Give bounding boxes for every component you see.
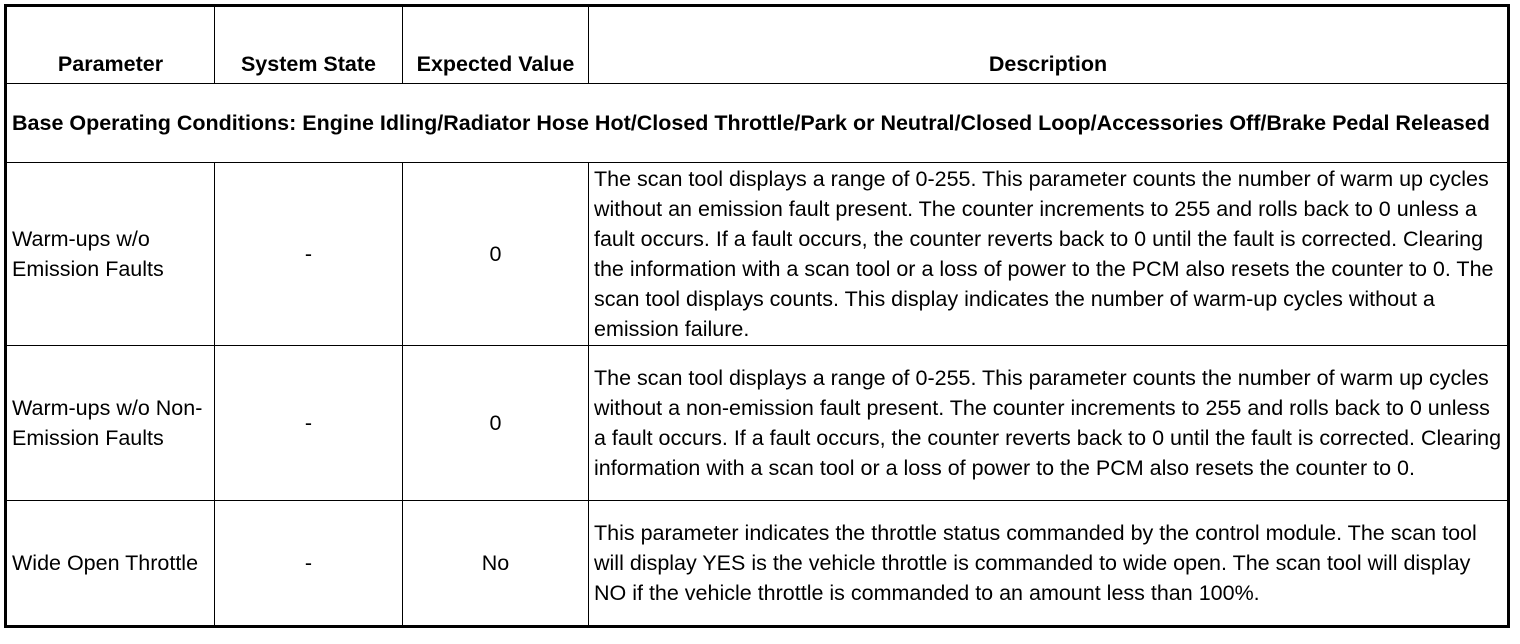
header-parameter: Parameter — [7, 7, 215, 84]
header-system-state: System State — [215, 7, 403, 84]
row-parameter: Warm-ups w/o Non-Emission Faults — [7, 346, 215, 501]
row-description: The scan tool displays a range of 0-255. This parameter counts the number of warm up cycles without an emission fault present. The counter increments to 255 and rolls back to 0 unless a fault occurs. If a fault occurs, the counter reverts back to 0 until the fault is corrected. Clearing the information with a scan tool or a loss of power to the PCM also resets the counter to 0. The scan tool displays counts. This display indicates the number of warm-up cycles without a emission failure. — [589, 163, 1508, 346]
row-description: This parameter indicates the throttle status commanded by the control module. The scan tool will display YES is the vehicle throttle is commanded to wide open. The scan tool will display NO if the vehicle throttle is commanded to an amount less than 100%. — [589, 501, 1508, 626]
row-system-state: - — [215, 501, 403, 626]
base-conditions-row — [7, 84, 1508, 163]
header-expected-value: Expected Value — [403, 7, 589, 84]
row-expected-value: 0 — [403, 346, 589, 501]
table-row — [7, 501, 1508, 626]
row-description: The scan tool displays a range of 0-255. This parameter counts the number of warm up cycles without a non-emission fault present. The counter increments to 255 and rolls back to 0 unless a fault occurs. If a fault occurs, the counter reverts back to 0 until the fault is corrected. Clearing information with a scan tool or a loss of power to the PCM also resets the counter to 0. — [589, 346, 1508, 501]
table-header-row — [7, 7, 1508, 84]
table-row — [7, 163, 1508, 346]
row-parameter: Wide Open Throttle — [7, 501, 215, 626]
header-description: Description — [589, 7, 1508, 84]
row-expected-value: No — [403, 501, 589, 626]
table-row — [7, 346, 1508, 501]
row-system-state: - — [215, 346, 403, 501]
row-system-state: - — [215, 163, 403, 346]
row-parameter: Warm-ups w/o Emission Faults — [7, 163, 215, 346]
parameter-table — [6, 6, 1508, 626]
row-expected-value: 0 — [403, 163, 589, 346]
base-conditions-text: Base Operating Conditions: Engine Idling/Radiator Hose Hot/Closed Throttle/Park or Neutral/Closed Loop/Accessories Off/Brake Pedal Released — [7, 84, 1508, 163]
